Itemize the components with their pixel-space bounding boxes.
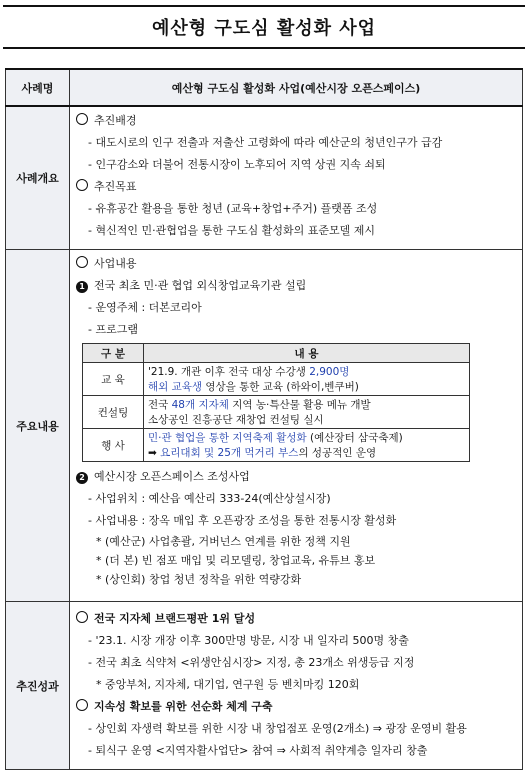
program-content-line	[148, 412, 465, 427]
program-content-cell	[144, 396, 470, 429]
item1-title: 1 전국 최초 민·관 협업 외식창업교육기관 설립	[76, 275, 522, 297]
background-item: - 대도시로의 인구 전출과 저출산 고령화에 따라 예산군의 청년인구가 급감	[88, 136, 443, 149]
goal-item: - 유휴공간 활용을 통한 청년 (교육+창업+주거) 플랫폼 조성	[88, 202, 378, 215]
content-text: 영상을 통한 교육 (하와이,벤쿠버)	[202, 381, 359, 393]
program-header-category: 구 분	[83, 344, 144, 363]
program-category-cell: 행 사	[83, 429, 144, 462]
brand-item: - 전국 최초 식약처 <위생안심시장> 지정, 총 23개소 위생등급 지정	[88, 656, 415, 669]
program-content-cell	[144, 429, 470, 462]
cycle-heading: 지속성 확보를 위한 선순화 체계 구축	[76, 696, 522, 718]
overview-content	[70, 106, 523, 250]
program-content-line	[148, 364, 465, 379]
cycle-item: - 상인회 자생력 확보를 위한 시장 내 창업점포 운영(2개소) ⇒ 광장 운영비 활용	[88, 722, 467, 735]
highlight-text: 민·관 협업을 통한 지역축제 활성화	[148, 432, 307, 444]
item1-program: - 프로그램	[88, 323, 138, 336]
program-table-row	[83, 396, 470, 429]
program-content-line	[148, 397, 465, 412]
item1-operator: - 운영주체 : 더본코리아	[88, 301, 202, 314]
circle-bullet-icon	[76, 179, 88, 191]
content-text: '21.9. 개관 이후 전국 대상 수강생	[148, 366, 310, 378]
results-row	[6, 602, 523, 770]
highlight-text: 48개 지자체	[171, 399, 229, 411]
background-item: - 인구감소와 더불어 전통시장이 노후되어 지역 상권 지속 쇠퇴	[88, 158, 386, 171]
item2-note: * (상인회) 창업 청년 정착을 위한 역량강화	[96, 573, 302, 586]
overview-label: 사례개요	[6, 106, 70, 250]
brand-note: * 중앙부처, 지자체, 대기업, 연구원 등 벤치마킹 120회	[96, 678, 360, 691]
content-text: 소상공인 진흥공단 재창업 컨설팅 실시	[148, 414, 324, 426]
program-content-cell	[144, 363, 470, 396]
page-title: 예산형 구도심 활성화 사업	[151, 18, 377, 39]
circle-bullet-icon	[76, 611, 88, 623]
circle-bullet-icon	[76, 113, 88, 125]
number-1-icon: 1	[76, 281, 88, 293]
background-heading: 추진배경	[76, 110, 522, 132]
item2-title: 2 예산시장 오픈스페이스 조성사업	[76, 466, 522, 488]
number-2-icon: 2	[76, 472, 88, 484]
content-text: 지역 농·특산물 활용 메뉴 개발	[228, 399, 371, 411]
highlight-text: 해외 교육생	[148, 381, 203, 393]
business-heading: 사업내용	[76, 253, 522, 275]
brand-heading: 전국 지자체 브랜드평판 1위 달성	[76, 608, 522, 630]
case-name-label: 사례명	[6, 69, 70, 106]
goal-heading: 추진목표	[76, 176, 522, 198]
item2-note: * (더 본) 빈 점포 매입 및 리모델링, 창업교육, 유튜브 홍보	[96, 554, 376, 567]
title-bar	[3, 5, 525, 49]
highlight-text: 2,900명	[309, 366, 350, 378]
item2-content: - 사업내용 : 장옥 매입 후 오픈광장 조성을 통한 전통시장 활성화	[88, 514, 397, 527]
circle-bullet-icon	[76, 256, 88, 268]
program-table-header	[83, 344, 470, 363]
overview-row	[6, 106, 523, 250]
results-label: 추진성과	[6, 602, 70, 770]
content-text: ➡	[148, 447, 161, 459]
main-content-row	[6, 250, 523, 602]
circle-bullet-icon	[76, 699, 88, 711]
content-text: 전국	[148, 399, 172, 411]
main-content	[70, 250, 523, 602]
brand-item: - '23.1. 시장 개장 이후 300만명 방문, 시장 내 일자리 500명 창출	[88, 634, 409, 647]
goal-item: - 혁신적인 민·관협업을 통한 구도심 활성화의 표준모델 제시	[88, 224, 375, 237]
program-header-content: 내 용	[144, 344, 470, 363]
program-content-line	[148, 379, 465, 394]
program-content-line	[148, 430, 465, 445]
program-category-cell: 교 육	[83, 363, 144, 396]
results-content	[70, 602, 523, 770]
main-content-label: 주요내용	[6, 250, 70, 602]
program-category-cell: 컨설팅	[83, 396, 144, 429]
item2-note: * (예산군) 사업총괄, 거버넌스 연계를 위한 정책 지원	[96, 535, 351, 548]
case-name-row	[6, 69, 523, 106]
program-table	[82, 343, 470, 462]
cycle-item: - 퇴식구 운영 <지역자활사업단> 참여 ⇒ 사회적 취약계층 일자리 창출	[88, 744, 428, 757]
program-table-row	[83, 429, 470, 462]
content-text: (예산장터 삼국축제)	[306, 432, 403, 444]
content-text: 의 성공적인 운영	[298, 447, 377, 459]
program-table-row	[83, 363, 470, 396]
case-table	[5, 68, 523, 770]
item2-location: - 사업위치 : 예산읍 예산리 333-24(예산상설시장)	[88, 492, 331, 505]
program-content-line	[148, 445, 465, 460]
highlight-text: 요리대회 및 25개 먹거리 부스	[160, 447, 299, 459]
case-name-value: 예산형 구도심 활성화 사업(예산시장 오픈스페이스)	[70, 69, 523, 106]
